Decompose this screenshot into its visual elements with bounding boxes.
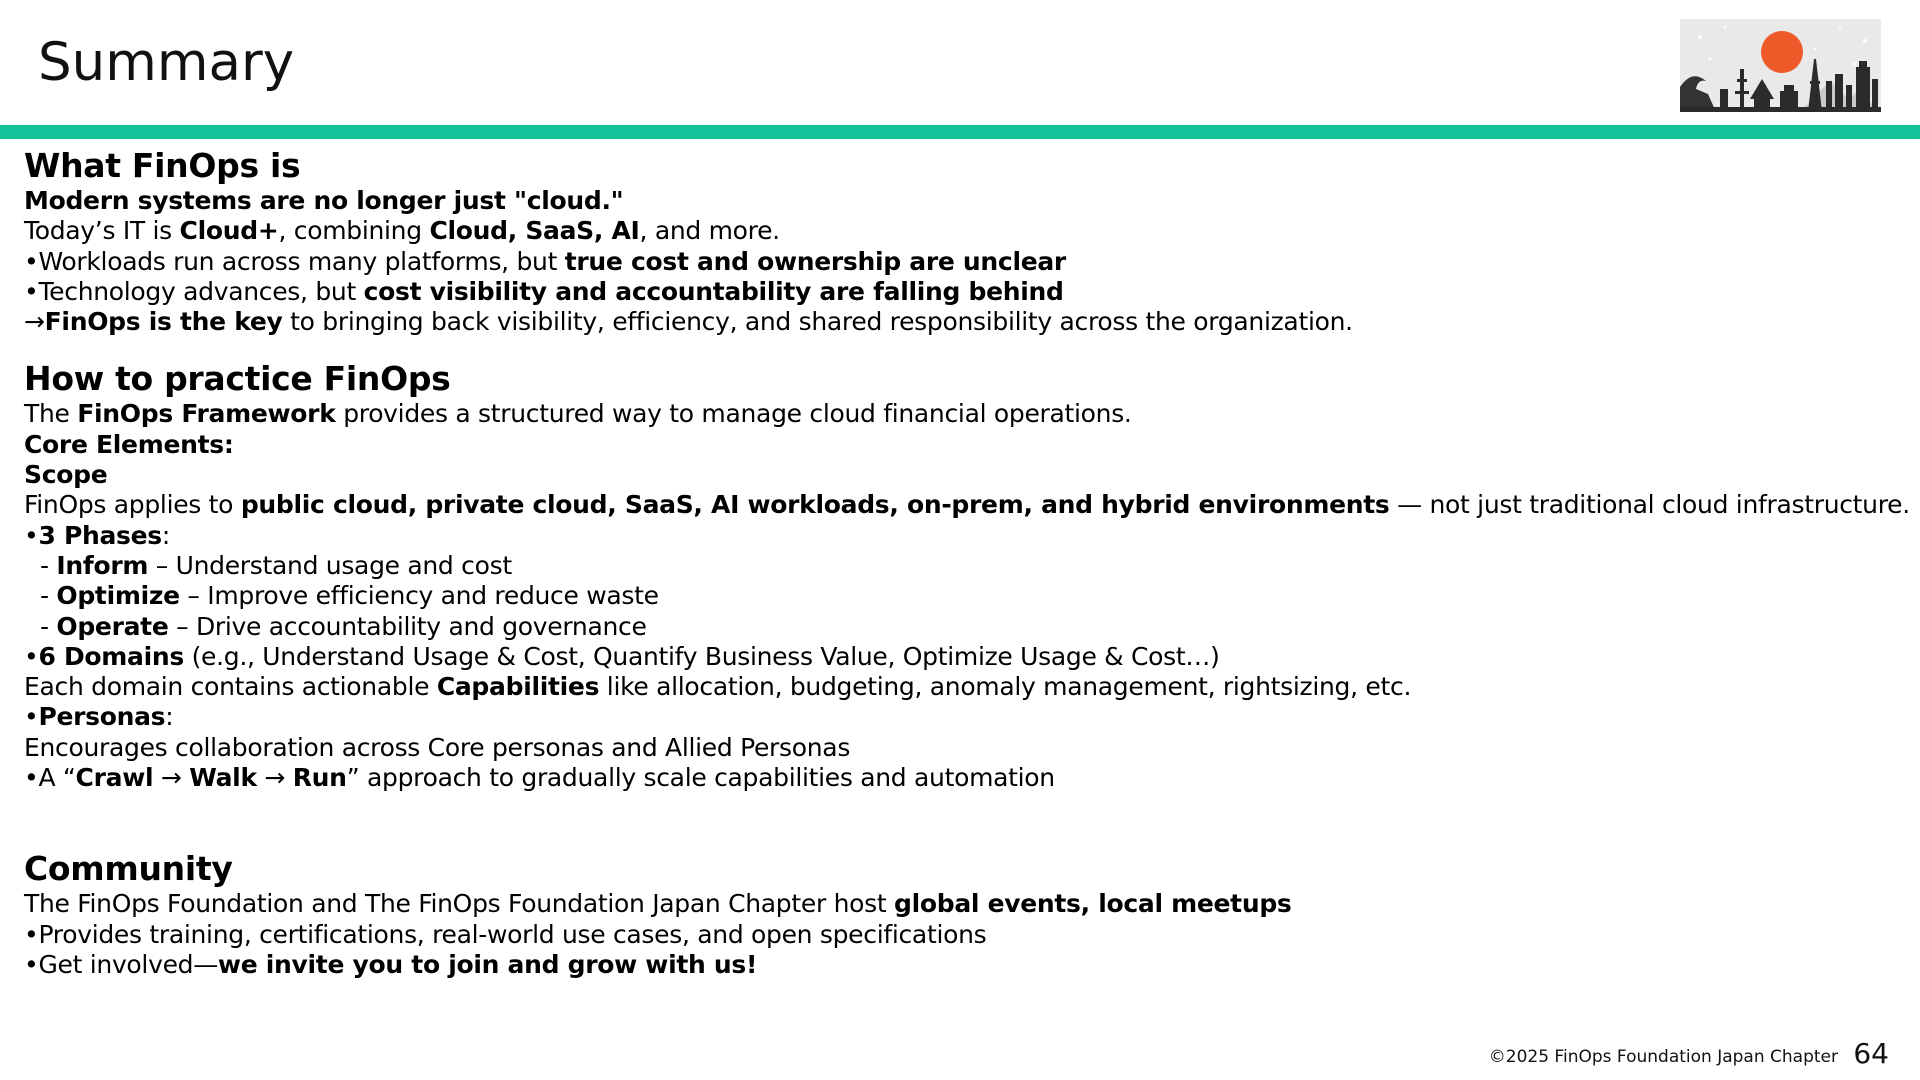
- phase-optimize: - Optimize – Improve efficiency and reduce waste: [40, 581, 659, 611]
- how-line-1: The FinOps Framework provides a structured way to manage cloud financial operations.: [24, 399, 1132, 429]
- what-line-2: Today’s IT is Cloud+, combining Cloud, SaaS, AI, and more.: [24, 216, 780, 246]
- section-heading-what: What FinOps is: [24, 146, 301, 185]
- summary-content: [24, 146, 1910, 980]
- footer-copyright: ©2025 FinOps Foundation Japan Chapter: [1488, 1047, 1838, 1067]
- phases-label: •3 Phases:: [24, 520, 170, 550]
- scope-line: FinOps applies to public cloud, private cloud, SaaS, AI workloads, on-prem, and hybrid environments — not just traditional cloud infrastructure.: [24, 490, 1910, 520]
- community-line-1: The FinOps Foundation and The FinOps Foundation Japan Chapter host global events, local meetups: [24, 889, 1292, 919]
- what-line-3: •Workloads run across many platforms, but true cost and ownership are unclear: [24, 246, 1066, 276]
- tokyo-skyline-sun-logo: [1680, 19, 1881, 112]
- community-line-2: •Provides training, certifications, real-world use cases, and open specifications: [24, 919, 987, 949]
- what-line-1: Modern systems are no longer just "cloud.": [24, 186, 624, 215]
- page-number: 64: [1853, 1037, 1889, 1070]
- personas-line: Encourages collaboration across Core personas and Allied Personas: [24, 732, 851, 762]
- community-line-3: •Get involved—we invite you to join and grow with us!: [24, 949, 758, 979]
- personas-label: •Personas:: [24, 702, 174, 732]
- crawl-walk-run-line: •A “Crawl → Walk → Run” approach to gradually scale capabilities and automation: [24, 763, 1055, 793]
- domains-line: •6 Domains (e.g., Understand Usage & Cost, Quantify Business Value, Optimize Usage & Cost…): [24, 641, 1220, 671]
- what-line-4: •Technology advances, but cost visibility and accountability are falling behind: [24, 276, 1064, 306]
- section-heading-community: Community: [24, 849, 233, 889]
- phase-inform: - Inform – Understand usage and cost: [40, 550, 512, 580]
- section-heading-how: How to practice FinOps: [24, 359, 451, 399]
- core-elements-label: Core Elements:: [24, 429, 234, 459]
- scope-label: Scope: [24, 460, 108, 490]
- what-line-5: →FinOps is the key to bringing back visibility, efficiency, and shared responsibility across the organization.: [24, 307, 1353, 337]
- accent-rule: [0, 125, 1920, 139]
- slide-title: Summary: [38, 32, 295, 93]
- capabilities-line: Each domain contains actionable Capabilities like allocation, budgeting, anomaly management, rightsizing, etc.: [24, 672, 1412, 702]
- phase-operate: - Operate – Drive accountability and governance: [40, 611, 647, 641]
